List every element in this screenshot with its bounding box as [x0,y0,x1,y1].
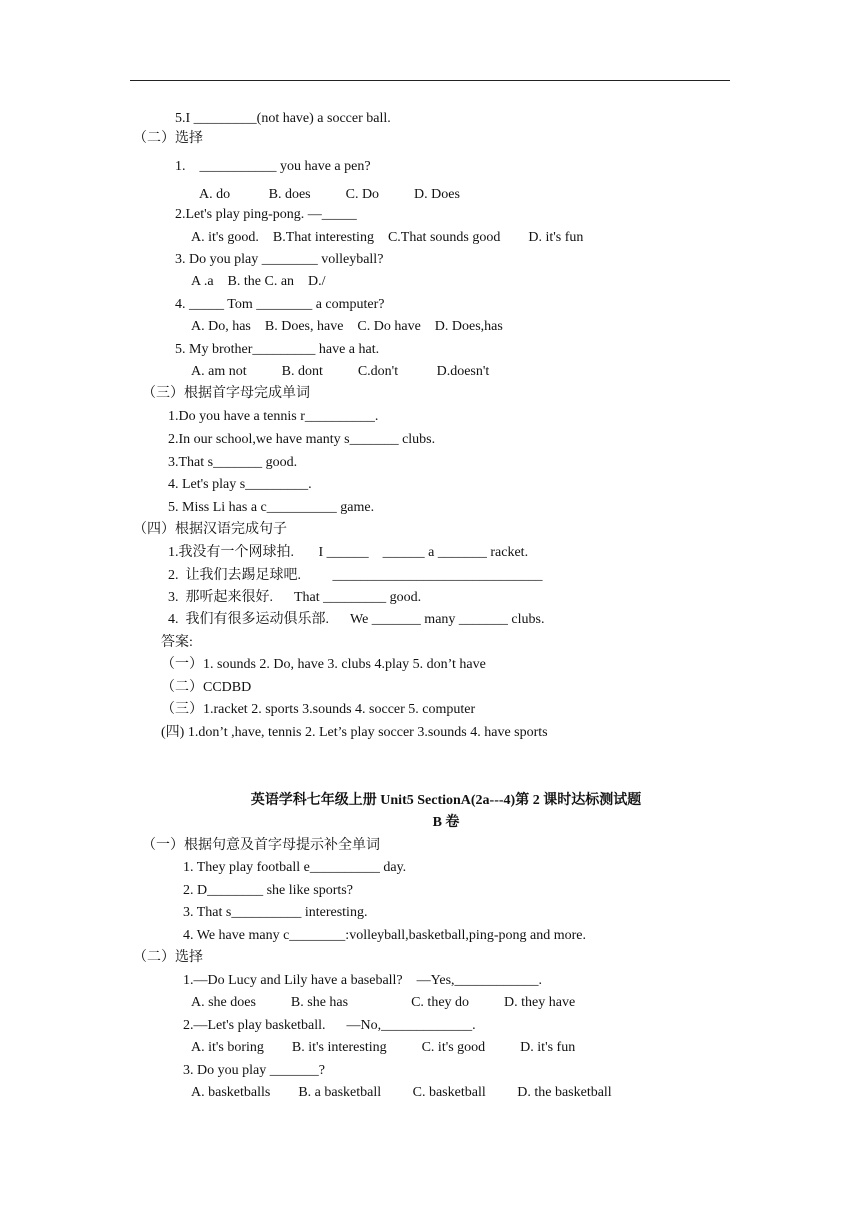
word-question-5: 5. Miss Li has a c__________ game. [168,500,375,515]
b-choice-options-3: A. basketballs B. a basketball C. basketball D. the basketball [191,1085,612,1100]
word-question-2: 2.In our school,we have manty s_______ clubs. [168,432,436,447]
choice-question-3: 3. Do you play ________ volleyball? [175,252,384,267]
fill-question-5: 5.I _________(not have) a soccer ball. [175,111,391,126]
section-3-title: （三）根据首字母完成单词 [142,386,310,401]
b-word-question-2: 2. D________ she like sports? [183,883,353,898]
choice-options-3: A .a B. the C. an D./ [191,274,326,289]
choice-options-4: A. Do, has B. Does, have C. Do have D. Does,has [191,319,503,334]
answers-title: 答案: [161,635,193,650]
answer-line-2: （二）CCDBD [161,680,252,695]
translate-question-4: 4. 我们有很多运动俱乐部. We _______ many _______ clubs. [168,612,545,627]
section-4-title: （四）根据汉语完成句子 [133,522,287,537]
choice-question-2: 2.Let's play ping-pong. —_____ [175,207,357,222]
choice-options-5: A. am not B. dont C.don't D.doesn't [191,364,490,379]
b-word-question-3: 3. That s__________ interesting. [183,905,368,920]
header-rule [130,80,730,81]
translate-question-3: 3. 那听起来很好. That _________ good. [168,590,422,605]
answer-line-1: （一）1. sounds 2. Do, have 3. clubs 4.play 5. don’t have [161,657,486,672]
word-question-1: 1.Do you have a tennis r__________. [168,409,379,424]
b-choice-options-2: A. it's boring B. it's interesting C. it's good D. it's fun [191,1040,576,1055]
b-choice-question-2: 2.—Let's play basketball. —No,_____________. [183,1018,476,1033]
b-choice-question-1: 1.—Do Lucy and Lily have a baseball? —Yes,____________. [183,973,543,988]
choice-question-4: 4. _____ Tom ________ a computer? [175,297,385,312]
choice-options-1: A. do B. does C. Do D. Does [199,187,460,202]
choice-question-5: 5. My brother_________ have a hat. [175,342,380,357]
b-word-question-4: 4. We have many c________:volleyball,basketball,ping-pong and more. [183,928,586,943]
word-question-3: 3.That s_______ good. [168,455,298,470]
section-2-title: （二）选择 [133,131,203,146]
test-subtitle: B 卷 [432,815,460,830]
translate-question-2: 2. 让我们去踢足球吧. ______________________________ [168,568,543,583]
choice-options-2: A. it's good. B.That interesting C.That sounds good D. it's fun [191,230,584,245]
b-section-2-title: （二）选择 [133,950,203,965]
translate-question-1: 1.我没有一个网球拍. I ______ ______ a _______ racket. [168,545,529,560]
b-section-1-title: （一）根据句意及首字母提示补全单词 [142,838,380,853]
answer-line-4: (四) 1.don’t ,have, tennis 2. Let’s play soccer 3.sounds 4. have sports [161,725,548,740]
word-question-4: 4. Let's play s_________. [168,477,312,492]
b-word-question-1: 1. They play football e__________ day. [183,860,407,875]
choice-question-1: 1. ___________ you have a pen? [175,159,371,174]
test-title: 英语学科七年级上册 Unit5 SectionA(2a---4)第 2 课时达标测试题 [250,793,642,808]
answer-line-3: （三）1.racket 2. sports 3.sounds 4. soccer 5. computer [161,702,476,717]
b-choice-question-3: 3. Do you play _______? [183,1063,325,1078]
b-choice-options-1: A. she does B. she has C. they do D. they have [191,995,576,1010]
